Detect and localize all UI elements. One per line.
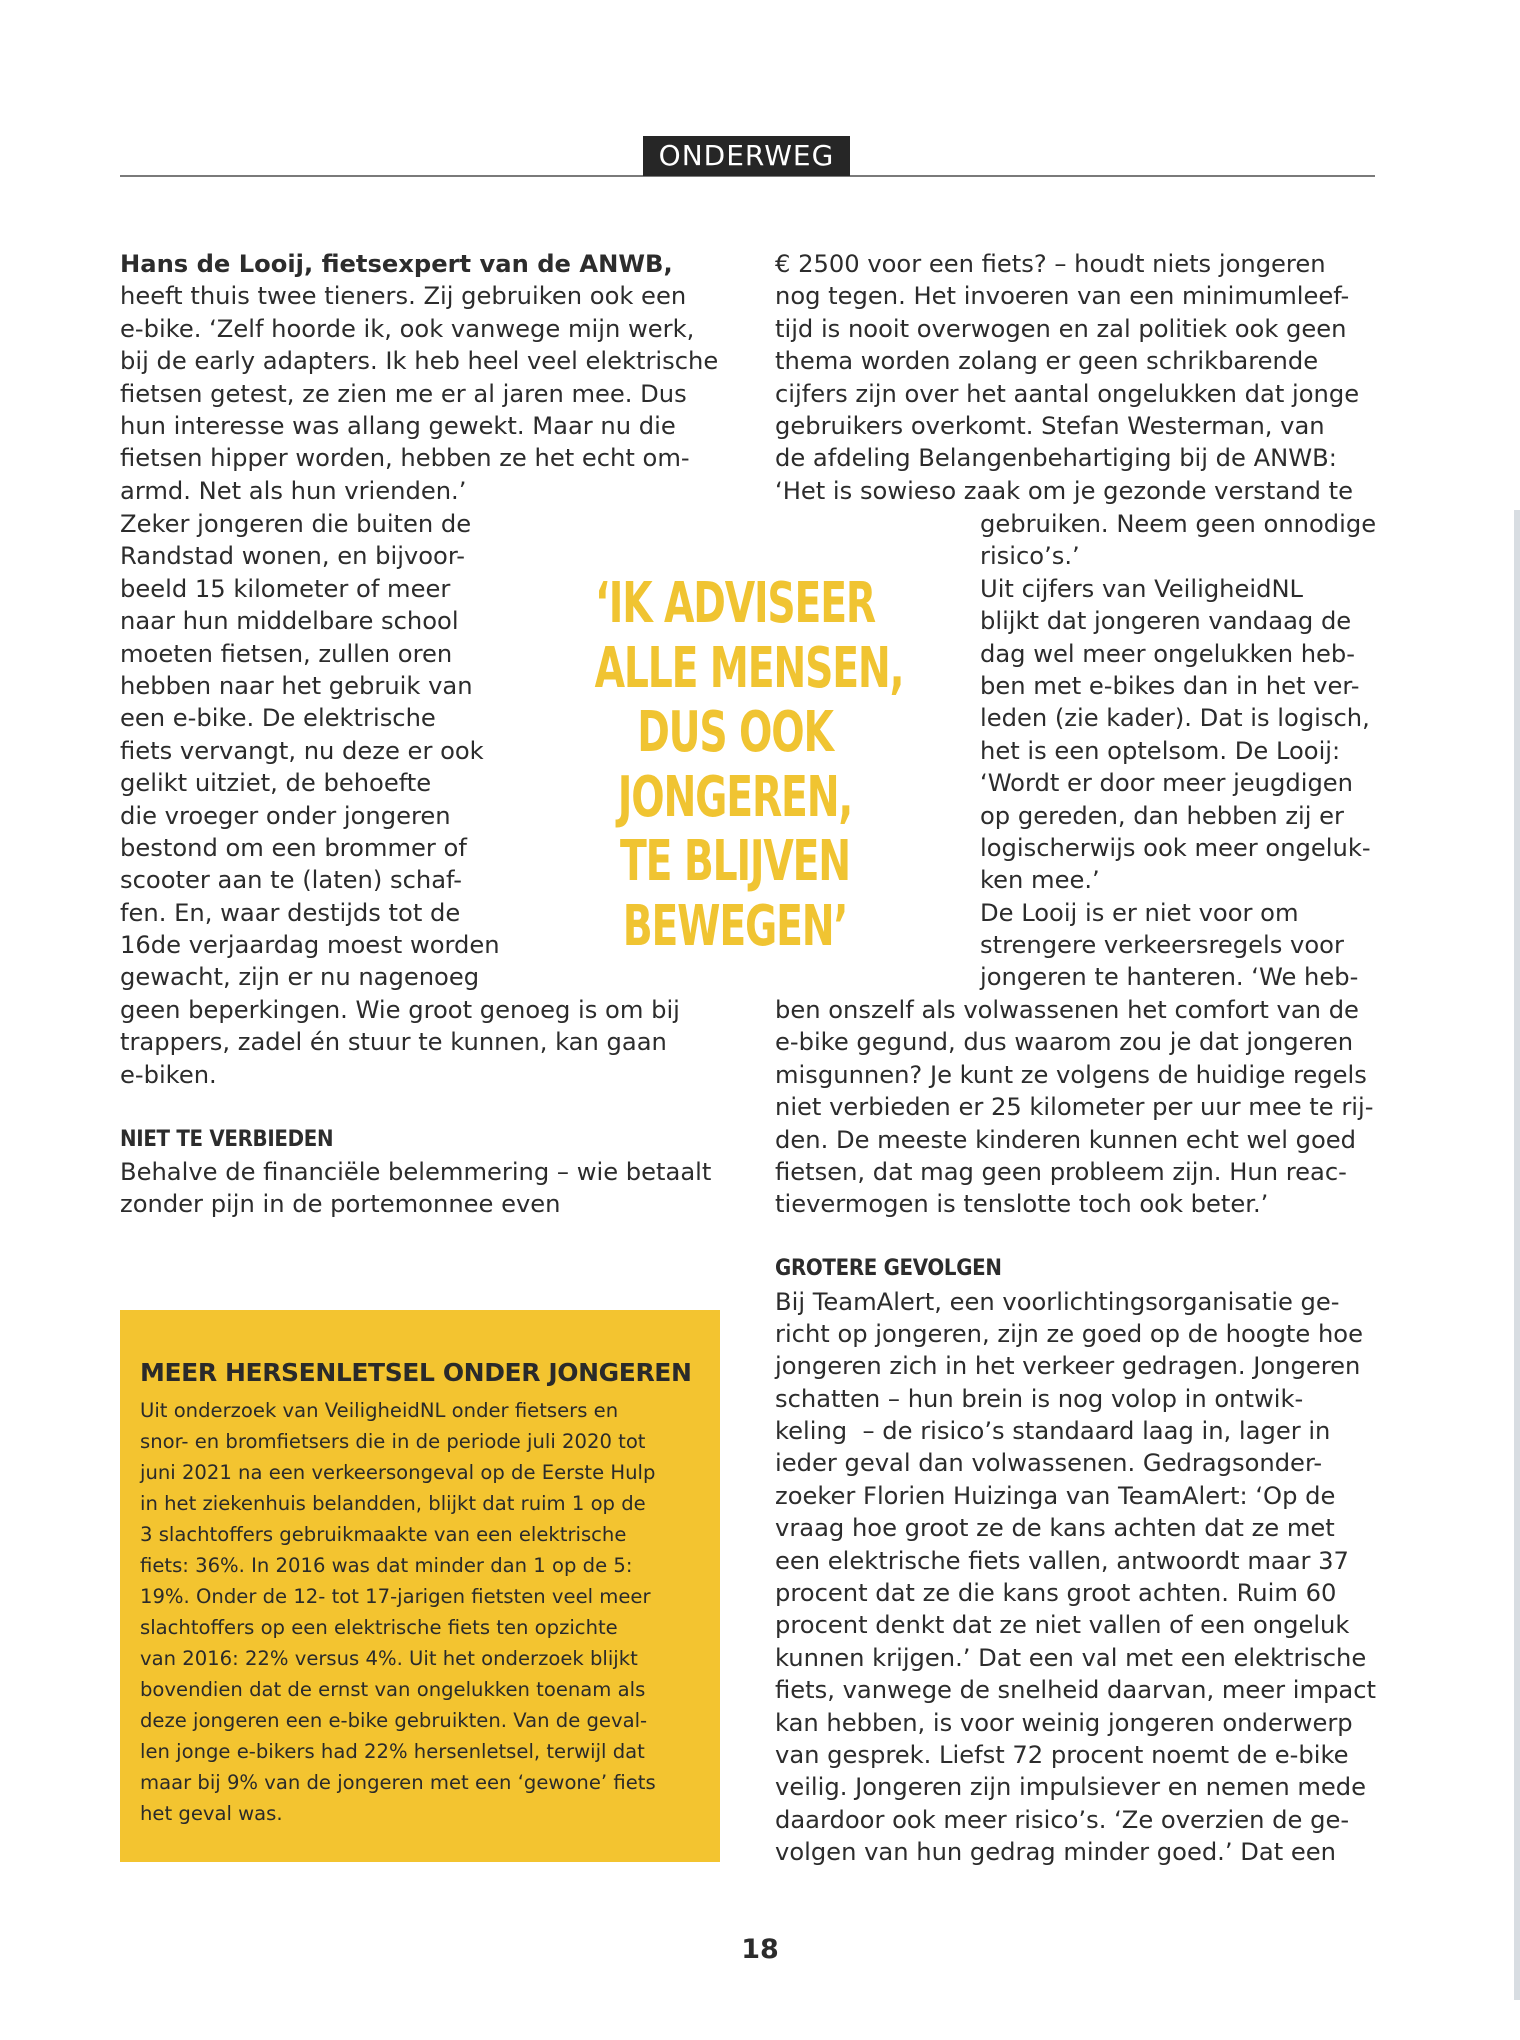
article-line: € 2500 voor een fiets? – houdt niets jongeren (775, 250, 1326, 278)
info-box-line: juni 2021 na een verkeersongeval op de Eerste Hulp (140, 1461, 656, 1484)
article-line: van gesprek. Liefst 72 procent noemt de e-bike (775, 1740, 1349, 1769)
article-line: kan hebben, is voor weinig jongeren onderwerp (775, 1708, 1353, 1737)
article-line: nog tegen. Het invoeren van een minimumleef- (775, 282, 1350, 311)
info-box-line: in het ziekenhuis belandden, blijkt dat ruim 1 op de (140, 1492, 646, 1515)
article-line: op gereden, dan hebben zij er (980, 801, 1344, 830)
article-line: ‘Wordt er door meer jeugdigen (980, 769, 1354, 798)
article-line: leden (zie kader). Dat is logisch, (980, 704, 1370, 733)
info-box-line: 19%. Onder de 12- tot 17-jarigen fietsten veel meer (140, 1585, 651, 1608)
info-box (120, 1310, 720, 1862)
article-line: den. De meeste kinderen kunnen echt wel goed (775, 1125, 1357, 1154)
article-line: blijkt dat jongeren vandaag de (980, 607, 1352, 636)
article-line: e-bike gegund, dus waarom zou je dat jongeren (775, 1028, 1354, 1057)
article-line: fen. En, waar destijds tot de (120, 898, 461, 927)
article-line: gewacht, zijn er nu nagenoeg (120, 963, 480, 992)
info-box-title: MEER HERSENLETSEL ONDER JONGEREN (140, 1358, 692, 1387)
info-box-line: 3 slachtoffers gebruikmaakte van een elektrische (140, 1523, 627, 1546)
article-line: De Looij is er niet voor om (980, 898, 1299, 927)
article-line: e-bike. ‘Zelf hoorde ik, ook vanwege mijn werk, (120, 314, 695, 343)
paragraph-gap (120, 1091, 711, 1123)
article-line: Uit cijfers van VeiligheidNL (980, 574, 1304, 603)
article-line: e-biken. (120, 1060, 217, 1089)
article-line: 16de verjaardag moest worden (120, 931, 500, 960)
article-line: gelikt uitziet, de behoefte (120, 769, 432, 798)
article-line: gebruikers overkomt. Stefan Westerman, van (775, 411, 1325, 440)
article-line: tievermogen is tenslotte toch ook beter.’ (775, 1190, 1269, 1219)
info-box-line: fiets: 36%. In 2016 was dat minder dan 1 op de 5: (140, 1554, 633, 1577)
article-line: bestond om een brommer of (120, 833, 467, 862)
article-right-column-bottom (775, 994, 1376, 1869)
article-line: zonder pijn in de portemonnee even (120, 1190, 561, 1219)
article-line: Zeker jongeren die buiten de (120, 510, 472, 538)
paragraph-gap (775, 1221, 1376, 1253)
article-line: procent dat ze die kans groot achten. Ruim 60 (775, 1579, 1337, 1608)
article-line: keling – de risico’s standaard laag in, lager in (775, 1417, 1331, 1446)
article-line: ben met e-bikes dan in het ver- (980, 671, 1360, 700)
article-line: hebben naar het gebruik van (120, 671, 473, 700)
pull-quote-line: ALLE MENSEN, (594, 635, 904, 701)
subheading: GROTERE GEVOLGEN (775, 1256, 1002, 1282)
info-box-line: slachtoffers op een elektrische fiets ten opzichte (140, 1616, 618, 1639)
subheading: NIET TE VERBIEDEN (120, 1126, 334, 1152)
article-line: scooter aan te (laten) schaf- (120, 866, 462, 895)
article-line: ben onszelf als volwassenen het comfort van de (775, 996, 1359, 1024)
article-line: fietsen hipper worden, hebben ze het echt om- (120, 444, 690, 473)
article-line: Bij TeamAlert, een voorlichtingsorganisatie ge- (775, 1287, 1340, 1316)
article-line: strengere verkeersregels voor (980, 931, 1344, 960)
info-box-body (140, 1395, 656, 1829)
article-line: ‘Het is sowieso zaak om je gezonde verstand te (775, 476, 1353, 505)
info-box-line: van 2016: 22% versus 4%. Uit het onderzoek blijkt (140, 1647, 638, 1670)
article-line: fietsen, dat mag geen probleem zijn. Hun reac- (775, 1157, 1347, 1186)
article-right-column-middle (980, 508, 1376, 994)
article-line: volgen van hun gedrag minder goed.’ Dat een (775, 1838, 1336, 1867)
article-line: veilig. Jongeren zijn impulsiever en nemen mede (775, 1773, 1367, 1802)
article-line: misgunnen? Je kunt ze volgens de huidige regels (775, 1060, 1367, 1089)
pull-quote-line: TE BLIJVEN (619, 829, 850, 894)
article-line: dag wel meer ongelukken heb- (980, 639, 1356, 668)
info-box-line: deze jongeren een e-bike gebruikten. Van de geval- (140, 1709, 648, 1732)
article-line: armd. Net als hun vrienden.’ (120, 476, 467, 505)
article-line: risico’s.’ (980, 542, 1080, 571)
article-line: procent denkt dat ze niet vallen of een ongeluk (775, 1611, 1350, 1640)
article-line: Hans de Looij, fietsexpert van de ANWB, (120, 250, 673, 278)
article-line: ken mee.’ (980, 866, 1100, 895)
article-line: logischerwijs ook meer ongeluk- (980, 833, 1371, 862)
pull-quote (594, 571, 904, 959)
article-line: bij de early adapters. Ik heb heel veel elektrische (120, 347, 719, 376)
section-tag: ONDERWEG (643, 136, 850, 176)
article-line: de afdeling Belangenbehartiging bij de ANWB: (775, 444, 1337, 473)
article-line: daardoor ook meer risico’s. ‘Ze overzien de ge- (775, 1805, 1350, 1834)
article-line: het is een optelsom. De Looij: (980, 736, 1341, 765)
info-box-line: snor- en bromfietsers die in de periode juli 2020 tot (140, 1430, 646, 1453)
info-box-line: len jonge e-bikers had 22% hersenletsel, terwijl dat (140, 1740, 645, 1763)
article-line: Behalve de financiële belemmering – wie betaalt (120, 1157, 712, 1186)
article-line: schatten – hun brein is nog volop in ontwik- (775, 1384, 1304, 1413)
article-line: jongeren zich in het verkeer gedragen. Jongeren (775, 1352, 1361, 1381)
article-line: een elektrische fiets vallen, antwoordt maar 37 (775, 1546, 1349, 1575)
article-line: thema worden zolang er geen schrikbarende (775, 347, 1319, 376)
info-box-line: bovendien dat de ernst van ongelukken toenam als (140, 1678, 646, 1701)
page-number: 18 (741, 1934, 779, 1965)
article-line: geen beperkingen. Wie groot genoeg is om bij (120, 996, 680, 1024)
article-line: niet verbieden er 25 kilometer per uur mee te rij- (775, 1093, 1374, 1122)
article-line: fiets vervangt, nu deze er ook (120, 736, 484, 765)
article-line: kunnen krijgen.’ Dat een val met een elektrische (775, 1643, 1367, 1672)
article-line: vraag hoe groot ze de kans achten dat ze met (775, 1514, 1335, 1543)
article-line: beeld 15 kilometer of meer (120, 574, 451, 603)
article-line: zoeker Florien Huizinga van TeamAlert: ‘Op de (775, 1481, 1336, 1510)
article-line: trappers, zadel én stuur te kunnen, kan gaan (120, 1028, 667, 1057)
article-line: tijd is nooit overwogen en zal politiek ook geen (775, 314, 1347, 343)
info-box-line: Uit onderzoek van VeiligheidNL onder fietsers en (140, 1399, 619, 1422)
pull-quote-line: ‘IK ADVISEER (595, 571, 875, 636)
article-line: fiets, vanwege de snelheid daarvan, meer impact (775, 1676, 1377, 1705)
pull-quote-line: BEWEGEN’ (622, 893, 848, 959)
article-left-column-top (120, 248, 718, 507)
article-line: hun interesse was allang gewekt. Maar nu die (120, 411, 676, 440)
article-line: Randstad wonen, en bijvoor- (120, 542, 465, 571)
article-left-column-middle (120, 508, 500, 994)
article-line: heeft thuis twee tieners. Zij gebruiken ook een (120, 282, 687, 311)
article-line: gebruiken. Neem geen onnodige (980, 510, 1377, 538)
article-left-column-bottom (120, 994, 711, 1221)
article-right-column-top (775, 248, 1359, 507)
article-line: richt op jongeren, zijn ze goed op de hoogte hoe (775, 1319, 1363, 1348)
pull-quote-line: JONGEREN, (617, 764, 853, 830)
article-line: naar hun middelbare school (120, 607, 459, 636)
info-box-line: maar bij 9% van de jongeren met een ‘gewone’ fiets (140, 1771, 656, 1794)
pull-quote-line: DUS OOK (637, 700, 833, 765)
article-line: ieder geval dan volwassenen. Gedragsonder- (775, 1449, 1323, 1478)
article-line: moeten fietsen, zullen oren (120, 639, 453, 668)
page-edge (1514, 510, 1520, 2000)
info-box-line: het geval was. (140, 1802, 283, 1825)
article-line: jongeren te hanteren. ‘We heb- (980, 963, 1359, 992)
article-line: een e-bike. De elektrische (120, 704, 436, 733)
article-line: fietsen getest, ze zien me er al jaren mee. Dus (120, 379, 687, 408)
article-line: die vroeger onder jongeren (120, 801, 451, 830)
article-line: cijfers zijn over het aantal ongelukken dat jonge (775, 379, 1360, 408)
